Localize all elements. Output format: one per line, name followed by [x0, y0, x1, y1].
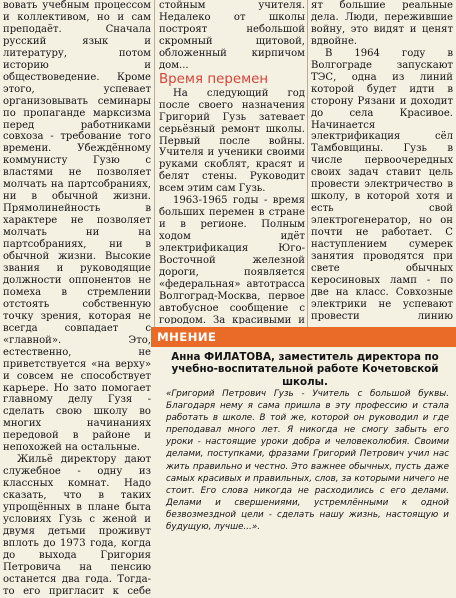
author-name: Анна ФИЛАТОВА, — [171, 351, 275, 363]
column-rule-1 — [154, 0, 155, 327]
paragraph: ят большие реальные дела. Люди, пережившие войну, это видят и ценят вдвойне. — [311, 0, 453, 47]
opinion-box — [151, 327, 456, 598]
paragraph: вовать учебным процессом и коллективом, но и сам преподаёт. Сначала русский язык и литературу, потом историю и обществоведение. Кроме этого, успевает организовывать семинары по пропаганде марксизма перед работниками совхоза - требование того времени. Убеждённому коммунисту Гузю с властями не позволяет молчать на партсобраниях, ни в обычной жизни. Прямолинейность в характере не позволяет молчать ни на партсобраниях, ни в обычной жизни. Высокие звания и руководящие должности оппонентов не помеха в стремлении отстоять собственную точку зрения, которая не всегда совпадает с «главной». Это, естественно, не приветствуется «на верху» и совсем не способствует карьере. Но зато помогает главному делу Гузя - сделать свою школу во многих начинаниях передовой в районе и непохожей на остальные. — [3, 0, 151, 454]
article-column-3 — [311, 0, 453, 324]
author-role: заместитель директора по учебно-воспитательной работе Кочетовской школы. — [171, 351, 439, 388]
column-rule-2 — [307, 0, 308, 327]
article-column-2 — [159, 0, 305, 324]
opinion-label: МНЕНИЕ — [151, 327, 456, 347]
paragraph: На следующий год после своего назначения Григорий Гузь затевает серьёзный ремонт школы. Первый после войны. Учителя и ученики своими руками скоблят, красят и белят стены. Руководит всем этим сам Гузь. — [159, 87, 305, 195]
paragraph: В 1964 году в Волгограде запускают ТЭС, одна из линий которой будет идти в сторону Рязани и доходит до села Красивое. Начинается электрификация сёл Тамбовщины. Гузь в числе первоочередных своих задач ставит цель провести электричество в школу, в которой хотя и есть свой электрогенератор, но он почти не работает. С наступлением сумерек занятия проводятся при свете обычных керосиновых ламп - по две на класс. Совхозные электрики не успевают провести линию — [311, 47, 453, 322]
article-column-1 — [3, 0, 151, 598]
quote-text: «Григорий Петрович Гузь - Учитель с большой буквы. Благодаря нему я сама пришла в эту профессию и стала работать в школе. В той же, которой он руководил и где преподавал много лет. Я никогда не смогу забыть его уроки - настоящие уроки добра и человеколюбия. Своими делами, поступками, фразами Григорий Петрович учил нас жить правильно и честно. Это важнее обычных, пусть даже самых красивых и правильных, слов, за которыми ничего не стоит. Его слова никогда не расходились с его делами. Делами и свершениями, устремлёнными к одной безвозмездной цели - сделать нашу жизнь, настоящую и будущую, лучше...». — [166, 389, 449, 533]
opinion-author — [159, 351, 451, 388]
paragraph: стойным учителя. Недалеко от школы построят небольшой скромный щитовой, обложенный кирпичом дом... — [159, 0, 305, 71]
section-heading: Время перемен — [159, 71, 269, 87]
paragraph: Жильё директору дают служебное - одну из классных комнат. Надо сказать, что в таких упрощённых в плане быта условиях Гузь с женой и двумя детьми проживут вплоть до 1973 года, когда до выхода Григория Петровича на пенсию останется два года. Тогда-то его пригласит к себе — [3, 454, 151, 597]
opinion-quote — [166, 388, 449, 533]
paragraph: 1963-1965 годы - время больших перемен в стране и в регионе. Полным ходом идёт электрификация Юго-Восточной железной дороги, появляется «федеральная» автотрасса Волгоград-Москва, первое автобусное сообщение с городом. За красивыми и — [159, 195, 305, 324]
